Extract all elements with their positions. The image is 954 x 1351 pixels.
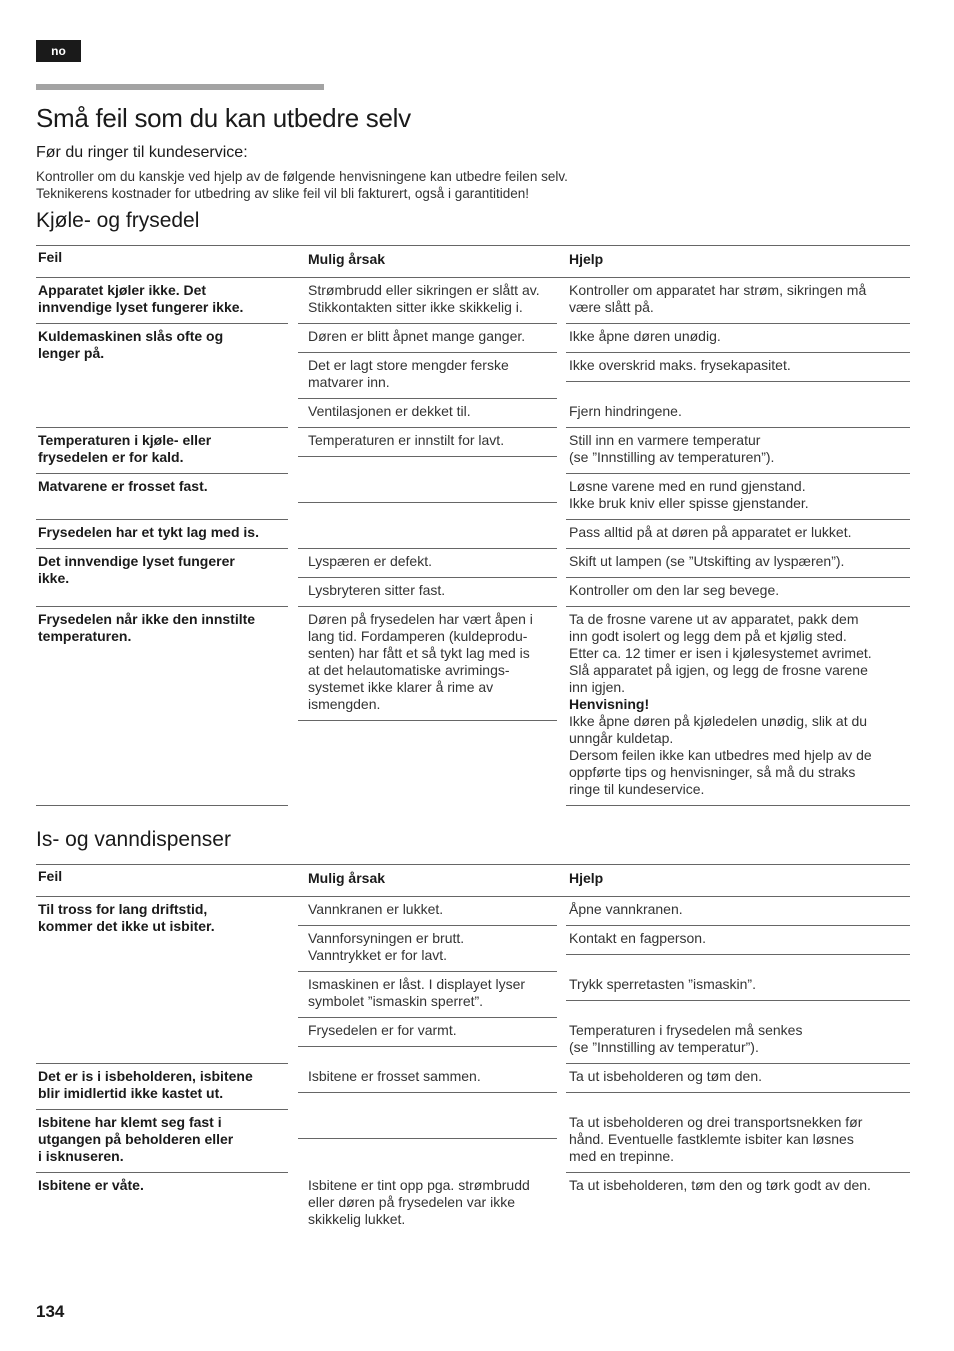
note-line: Dersom feilen ikke kan utbedres med hjelp av de — [569, 747, 872, 763]
cell-mulig-arsak-content — [298, 353, 557, 399]
hjelp-line: Still inn en varmere temperatur — [569, 432, 761, 448]
cell-hjelp — [566, 1173, 910, 1235]
cell-feil-content — [36, 520, 288, 549]
cell-hjelp-content — [566, 428, 910, 474]
feil-line: utgangen på beholderen eller — [38, 1131, 234, 1147]
cell-mulig-arsak — [297, 1018, 566, 1064]
cell-mulig-arsak — [297, 353, 566, 399]
cell-feil — [36, 324, 297, 428]
cell-hjelp — [566, 353, 910, 399]
intro-line: Kontroller om du kanskje ved hjelp av de følgende henvisningene kan utbedre feilen selv. — [36, 169, 568, 184]
cell-mulig-arsak-content — [298, 474, 557, 503]
arsak-line: Frysedelen er for varmt. — [308, 1022, 457, 1038]
page-number: 134 — [36, 1302, 65, 1321]
cell-feil — [36, 897, 297, 1065]
hjelp-line: Ta de frosne varene ut av apparatet, pakk dem — [569, 611, 859, 627]
column-header-feil: Feil — [36, 865, 297, 897]
table-body — [36, 278, 910, 807]
arsak-line: symbolet ”ismaskin sperret”. — [308, 993, 484, 1009]
hjelp-line: Kontroller om apparatet har strøm, sikringen må — [569, 282, 867, 298]
cell-hjelp-content — [566, 926, 910, 955]
cell-feil-content — [36, 549, 288, 607]
cell-mulig-arsak — [297, 1064, 566, 1110]
column-header-mulig-arsak: Mulig årsak — [297, 865, 566, 897]
cell-hjelp — [566, 474, 910, 520]
feil-line: lenger på. — [38, 345, 105, 361]
arsak-line: Ventilasjonen er dekket til. — [308, 403, 471, 419]
column-header-feil: Feil — [36, 246, 297, 278]
hjelp-line: (se ”Innstilling av temperatur”). — [569, 1039, 759, 1055]
arsak-line: ismengden. — [308, 696, 381, 712]
table-header-row — [36, 865, 910, 897]
feil-line: Temperaturen i kjøle- eller — [38, 432, 212, 448]
feil-line: temperaturen. — [38, 628, 132, 644]
arsak-line: senten) har fått et så tykt lag med is — [308, 645, 530, 661]
arsak-line: Vannkranen er lukket. — [308, 901, 444, 917]
cell-feil — [36, 549, 297, 607]
hjelp-line: inn godt isolert og legg dem på et kjølig sted. — [569, 628, 847, 644]
cell-feil — [36, 474, 297, 520]
troubleshooting-table-ice-water — [36, 864, 910, 1235]
language-badge: no — [36, 40, 81, 62]
feil-line: Matvarene er frosset fast. — [38, 478, 208, 494]
feil-line: Til tross for lang driftstid, — [38, 901, 208, 917]
feil-line: kommer det ikke ut isbiter. — [38, 918, 215, 934]
feil-line: Frysedelen har et tykt lag med is. — [38, 524, 259, 540]
table-row — [36, 278, 910, 325]
arsak-line: systemet ikke klarer å rime av — [308, 679, 494, 695]
hjelp-line: Etter ca. 12 timer er isen i kjølesystemet avrimet. — [569, 645, 872, 661]
cell-mulig-arsak-content — [298, 926, 557, 972]
hjelp-line: Ikke åpne døren unødig. — [569, 328, 721, 344]
note-line: oppførte tips og henvisninger, så må du straks — [569, 764, 856, 780]
cell-feil-content — [36, 1064, 288, 1110]
cell-hjelp-content — [566, 1110, 910, 1173]
cell-feil — [36, 1064, 297, 1110]
table-row — [36, 607, 910, 806]
arsak-line: Stikkontakten sitter ikke skikkelig i. — [308, 299, 523, 315]
cell-mulig-arsak — [297, 1173, 566, 1235]
arsak-line: Det er lagt store mengder ferske — [308, 357, 509, 373]
column-header-hjelp: Hjelp — [566, 865, 910, 897]
cell-feil-content — [36, 324, 288, 428]
table-row — [36, 1064, 910, 1110]
cell-feil — [36, 1173, 297, 1235]
hjelp-line: Ta ut isbeholderen og tøm den. — [569, 1068, 763, 1084]
cell-hjelp — [566, 549, 910, 578]
cell-hjelp-content — [566, 474, 910, 520]
cell-hjelp — [566, 520, 910, 549]
cell-mulig-arsak — [297, 399, 566, 428]
table-row — [36, 1110, 910, 1173]
table-header-row — [36, 246, 910, 278]
arsak-line: Ismaskinen er låst. I displayet lyser — [308, 976, 526, 992]
table-row — [36, 1173, 910, 1235]
cell-hjelp — [566, 1110, 910, 1173]
cell-hjelp-content — [566, 399, 910, 428]
hjelp-line: Pass alltid på at døren på apparatet er lukket. — [569, 524, 852, 540]
table-row — [36, 324, 910, 353]
cell-hjelp-content — [566, 1173, 910, 1201]
cell-hjelp — [566, 324, 910, 353]
cell-hjelp-content — [566, 578, 910, 607]
hjelp-line: med en trepinne. — [569, 1148, 675, 1164]
cell-mulig-arsak-content — [298, 278, 557, 324]
feil-line: i isknuseren. — [38, 1148, 124, 1164]
arsak-line: Isbitene er frosset sammen. — [308, 1068, 481, 1084]
feil-line: innvendige lyset fungerer ikke. — [38, 299, 244, 315]
feil-line: Kuldemaskinen slås ofte og — [38, 328, 224, 344]
cell-mulig-arsak — [297, 578, 566, 607]
feil-line: Det er is i isbeholderen, isbitene — [38, 1068, 253, 1084]
cell-hjelp — [566, 926, 910, 972]
cell-hjelp-content — [566, 324, 910, 353]
cell-mulig-arsak — [297, 972, 566, 1018]
cell-hjelp-content — [566, 549, 910, 578]
arsak-line: Lyspæren er defekt. — [308, 553, 432, 569]
hjelp-line: hånd. Eventuelle fastklemte isbiter kan løsnes — [569, 1131, 854, 1147]
header-rule — [36, 84, 324, 90]
note-line: Ikke åpne døren på kjøledelen unødig, slik at du — [569, 713, 868, 729]
cell-hjelp — [566, 578, 910, 607]
cell-hjelp — [566, 607, 910, 806]
hjelp-line: Kontroller om den lar seg bevege. — [569, 582, 780, 598]
cell-mulig-arsak — [297, 520, 566, 549]
hjelp-line: Ikke bruk kniv eller spisse gjenstander. — [569, 495, 809, 511]
intro-text — [36, 168, 568, 202]
hjelp-line: Løsne varene med en rund gjenstand. — [569, 478, 806, 494]
arsak-line: Døren på frysedelen har vært åpen i — [308, 611, 533, 627]
arsak-line: matvarer inn. — [308, 374, 390, 390]
hjelp-line: Fjern hindringene. — [569, 403, 682, 419]
cell-mulig-arsak-content — [298, 324, 557, 353]
feil-line: blir imidlertid ikke kastet ut. — [38, 1085, 224, 1101]
feil-line: Det innvendige lyset fungerer — [38, 553, 235, 569]
feil-line: Isbitene er våte. — [38, 1177, 144, 1193]
cell-hjelp-content — [566, 972, 910, 1001]
arsak-line: skikkelig lukket. — [308, 1211, 406, 1227]
cell-hjelp-content — [566, 1064, 910, 1093]
arsak-line: at det helautomatiske avrimings- — [308, 662, 510, 678]
arsak-line: lang tid. Fordamperen (kuldeprodu- — [308, 628, 528, 644]
cell-mulig-arsak-content — [298, 549, 557, 578]
cell-feil — [36, 428, 297, 474]
cell-mulig-arsak — [297, 1110, 566, 1173]
table-body — [36, 897, 910, 1236]
hjelp-line: Ta ut isbeholderen, tøm den og tørk godt av den. — [569, 1177, 871, 1193]
section-title-ice-water-dispenser: Is- og vanndispenser — [36, 828, 231, 851]
cell-mulig-arsak — [297, 474, 566, 520]
column-header-mulig-arsak: Mulig årsak — [297, 246, 566, 278]
column-header-hjelp: Hjelp — [566, 246, 910, 278]
arsak-line: eller døren på frysedelen var ikke — [308, 1194, 515, 1210]
cell-mulig-arsak-content — [298, 428, 557, 457]
cell-mulig-arsak — [297, 897, 566, 927]
intro-heading: Før du ringer til kundeservice: — [36, 144, 248, 161]
cell-mulig-arsak-content — [298, 897, 557, 926]
cell-hjelp-content — [566, 897, 910, 926]
cell-mulig-arsak-content — [298, 520, 557, 549]
cell-hjelp — [566, 897, 910, 927]
cell-mulig-arsak-content — [298, 399, 557, 428]
cell-hjelp — [566, 972, 910, 1018]
hjelp-line: være slått på. — [569, 299, 654, 315]
cell-feil — [36, 520, 297, 549]
cell-mulig-arsak — [297, 428, 566, 474]
hjelp-line: Skift ut lampen (se ”Utskifting av lyspæren”). — [569, 553, 845, 569]
hjelp-line: Temperaturen i frysedelen må senkes — [569, 1022, 803, 1038]
cell-mulig-arsak — [297, 324, 566, 353]
arsak-line: Døren er blitt åpnet mange ganger. — [308, 328, 526, 344]
hjelp-line: Åpne vannkranen. — [569, 901, 683, 917]
arsak-line: Temperaturen er innstilt for lavt. — [308, 432, 505, 448]
arsak-line: Strømbrudd eller sikringen er slått av. — [308, 282, 540, 298]
cell-hjelp-content — [566, 520, 910, 549]
cell-mulig-arsak-content — [298, 1018, 557, 1047]
cell-mulig-arsak-content — [298, 1064, 557, 1093]
cell-mulig-arsak-content — [298, 1110, 557, 1139]
feil-line: frysedelen er for kald. — [38, 449, 184, 465]
cell-feil-content — [36, 607, 288, 806]
cell-feil-content — [36, 428, 288, 474]
cell-hjelp-content — [566, 1018, 910, 1064]
cell-mulig-arsak — [297, 278, 566, 325]
cell-mulig-arsak-content — [298, 1173, 557, 1235]
cell-mulig-arsak-content — [298, 578, 557, 607]
arsak-line: Vanntrykket er for lavt. — [308, 947, 448, 963]
cell-hjelp — [566, 428, 910, 474]
arsak-line: Isbitene er tint opp pga. strømbrudd — [308, 1177, 530, 1193]
cell-feil-content — [36, 1173, 288, 1235]
cell-mulig-arsak-content — [298, 972, 557, 1018]
feil-line: Isbitene har klemt seg fast i — [38, 1114, 222, 1130]
intro-line: Teknikerens kostnader for utbedring av slike feil vil bli fakturert, også i garantitiden! — [36, 186, 530, 201]
cell-feil — [36, 1110, 297, 1173]
table-row — [36, 474, 910, 520]
table-row — [36, 549, 910, 578]
hjelp-line: Slå apparatet på igjen, og legg de frosne varene — [569, 662, 868, 678]
cell-feil-content — [36, 1110, 288, 1173]
cell-hjelp-content — [566, 278, 910, 324]
cell-hjelp — [566, 1064, 910, 1110]
table-row — [36, 520, 910, 549]
hjelp-line: Kontakt en fagperson. — [569, 930, 706, 946]
cell-feil-content — [36, 278, 288, 324]
cell-hjelp — [566, 1018, 910, 1064]
cell-mulig-arsak — [297, 926, 566, 972]
hjelp-line: (se ”Innstilling av temperaturen”). — [569, 449, 775, 465]
feil-line: Frysedelen når ikke den innstilte — [38, 611, 256, 627]
cell-hjelp-content — [566, 607, 910, 806]
note-label: Henvisning! — [569, 696, 650, 712]
arsak-line: Lysbryteren sitter fast. — [308, 582, 446, 598]
cell-hjelp-content — [566, 353, 910, 382]
feil-line: Apparatet kjøler ikke. Det — [38, 282, 207, 298]
cell-hjelp — [566, 278, 910, 325]
cell-mulig-arsak — [297, 549, 566, 578]
hjelp-line: Ikke overskrid maks. frysekapasitet. — [569, 357, 791, 373]
hjelp-line: inn igjen. — [569, 679, 626, 695]
table-row — [36, 897, 910, 927]
arsak-line: Vannforsyningen er brutt. — [308, 930, 465, 946]
hjelp-line: Ta ut isbeholderen og drei transportsnekken før — [569, 1114, 863, 1130]
cell-feil — [36, 278, 297, 325]
note-line: unngår kuldetap. — [569, 730, 674, 746]
cell-feil-content — [36, 897, 288, 1064]
section-title-fridge-freezer: Kjøle- og frysedel — [36, 209, 200, 232]
cell-mulig-arsak-content — [298, 607, 557, 721]
cell-feil-content — [36, 474, 288, 520]
page-title: Små feil som du kan utbedre selv — [36, 103, 411, 133]
cell-mulig-arsak — [297, 607, 566, 806]
note-line: ringe til kundeservice. — [569, 781, 705, 797]
troubleshooting-table-fridge-freezer — [36, 245, 910, 806]
cell-hjelp — [566, 399, 910, 428]
table-row — [36, 428, 910, 474]
cell-feil — [36, 607, 297, 806]
feil-line: ikke. — [38, 570, 70, 586]
hjelp-line: Trykk sperretasten ”ismaskin”. — [569, 976, 756, 992]
